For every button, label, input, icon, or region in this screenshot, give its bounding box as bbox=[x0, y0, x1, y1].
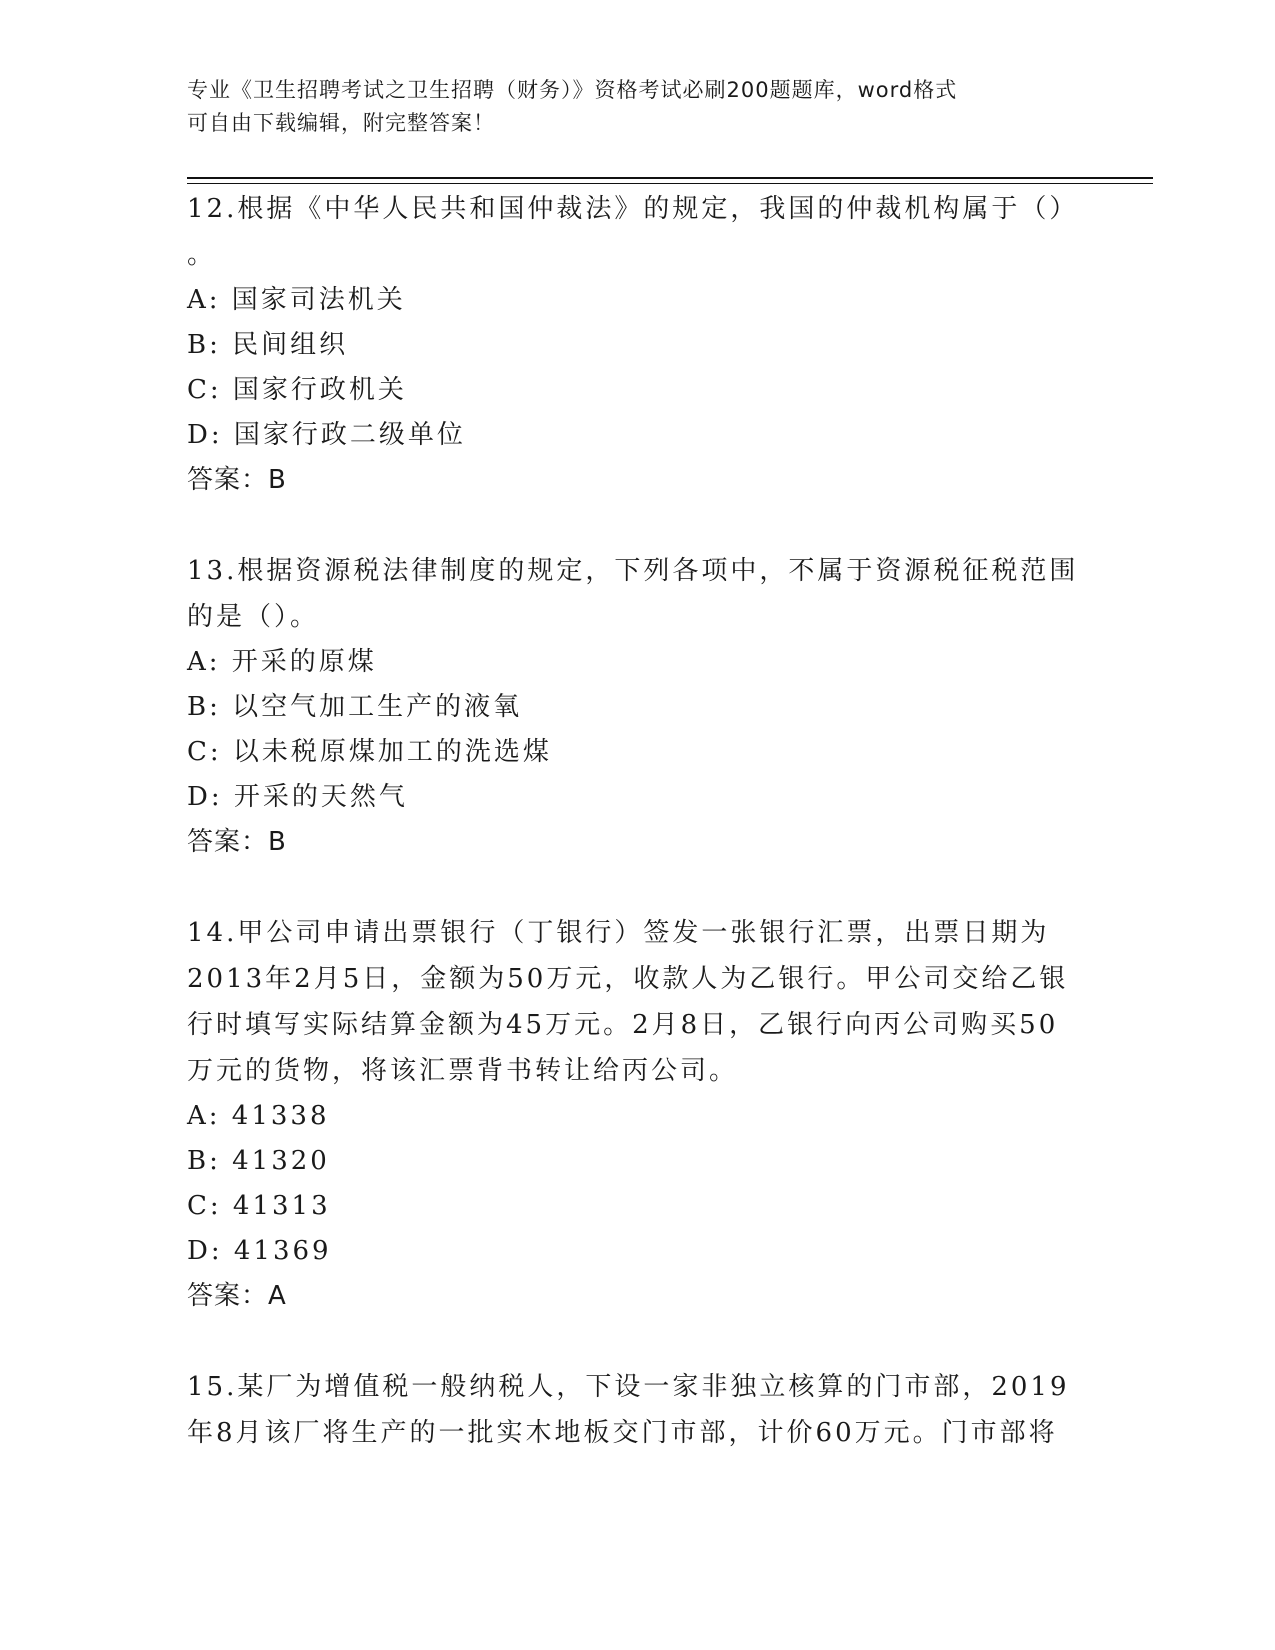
option-d: D: 41369 bbox=[187, 1236, 332, 1266]
header-divider-thin bbox=[187, 183, 1153, 184]
option-c: C: 国家行政机关 bbox=[187, 375, 407, 405]
question-stem-line: 2013年2月5日，金额为50万元，收款人为乙银行。甲公司交给乙银 bbox=[187, 964, 1069, 994]
question-gap bbox=[187, 864, 1087, 910]
question-15 bbox=[187, 1364, 1087, 1456]
questions-list bbox=[187, 186, 1087, 1456]
question-stem-line: 的是（）。 bbox=[187, 602, 320, 632]
question-gap bbox=[187, 502, 1087, 548]
option-b: B: 以空气加工生产的液氧 bbox=[187, 692, 523, 722]
option-a: A: 开采的原煤 bbox=[187, 647, 377, 677]
question-14 bbox=[187, 910, 1087, 1318]
question-stem-line: 万元的货物，将该汇票背书转让给丙公司。 bbox=[187, 1056, 739, 1086]
option-b: B: 民间组织 bbox=[187, 330, 349, 360]
option-c: C: 41313 bbox=[187, 1191, 331, 1221]
answer-line: 答案：A bbox=[187, 1281, 287, 1311]
answer-line: 答案：B bbox=[187, 827, 287, 857]
option-a: A: 41338 bbox=[187, 1101, 330, 1131]
header-line-2: 可自由下载编辑，附完整答案！ bbox=[187, 111, 495, 135]
answer-line: 答案：B bbox=[187, 465, 287, 495]
header-line-1: 专业《卫生招聘考试之卫生招聘（财务）》资格考试必刷200题题库，word格式 bbox=[187, 78, 958, 102]
header-divider-thick bbox=[187, 177, 1153, 179]
question-stem-line: 。 bbox=[187, 240, 217, 270]
option-d: D: 国家行政二级单位 bbox=[187, 420, 466, 450]
document-header bbox=[187, 74, 1087, 140]
question-13 bbox=[187, 548, 1087, 864]
question-gap bbox=[187, 1318, 1087, 1364]
question-stem-line: 14.甲公司申请出票银行（丁银行）签发一张银行汇票，出票日期为 bbox=[187, 918, 1050, 948]
option-b: B: 41320 bbox=[187, 1146, 330, 1176]
option-a: A: 国家司法机关 bbox=[187, 285, 406, 315]
question-12 bbox=[187, 186, 1087, 502]
question-stem-line: 13.根据资源税法律制度的规定，下列各项中，不属于资源税征税范围 bbox=[187, 556, 1079, 586]
option-d: D: 开采的天然气 bbox=[187, 782, 408, 812]
question-stem-line: 12.根据《中华人民共和国仲裁法》的规定，我国的仲裁机构属于（） bbox=[187, 194, 1079, 224]
question-stem-line: 15.某厂为增值税一般纳税人，下设一家非独立核算的门市部，2019 bbox=[187, 1372, 1070, 1402]
option-c: C: 以未税原煤加工的洗选煤 bbox=[187, 737, 552, 767]
question-stem-line: 年8月该厂将生产的一批实木地板交门市部，计价60万元。门市部将 bbox=[187, 1418, 1058, 1448]
question-stem-line: 行时填写实际结算金额为45万元。2月8日，乙银行向丙公司购买50 bbox=[187, 1010, 1059, 1040]
